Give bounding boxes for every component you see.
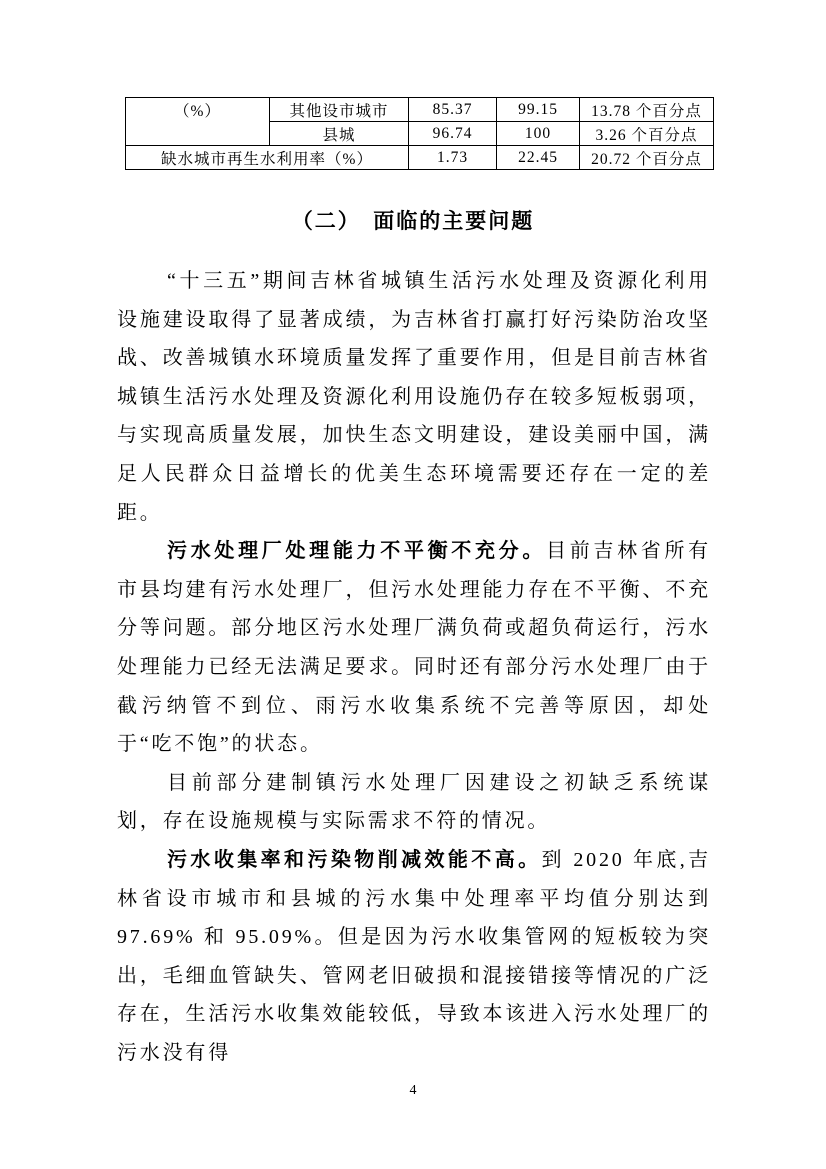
table-cell-value: 96.74	[409, 122, 497, 146]
paragraph-text: “十三五”期间吉林省城镇生活污水处理及资源化利用设施建设取得了显著成绩，为吉林省打赢打好污染防治攻坚战、改善城镇水环境质量发挥了重要作用，但是目前吉林省城镇生活污水处理及资源化利用设施仍存在较多短板弱项，与实现高质量发展，加快生态文明建设，建设美丽中国，满足人民群众日益增长的优美生态环境需要还存在一定的差距。	[117, 270, 711, 524]
table-cell-indicator: 缺水城市再生水利用率（%）	[126, 146, 409, 170]
section-heading: （二） 面临的主要问题	[291, 210, 535, 233]
table-cell-change: 20.72 个百分点	[580, 146, 714, 170]
body-paragraph	[117, 262, 711, 532]
paragraph-text: 目前部分建制镇污水处理厂因建设之初缺乏系统谋划，存在设施规模与实际需求不符的情况。	[117, 771, 711, 833]
table-cell-value: 99.15	[497, 98, 580, 122]
indicator-continuation-table	[125, 97, 714, 170]
table-cell-category: 县城	[270, 122, 409, 146]
body-paragraph	[117, 764, 711, 841]
paragraph-text: 目前吉林省所有市县均建有污水处理厂，但污水处理能力存在不平衡、不充分等问题。部分地区污水处理厂满负荷或超负荷运行，污水处理能力已经无法满足要求。同时还有部分污水处理厂由于截污纳管不到位、雨污水收集系统不完善等原因，却处于“吃不饱”的状态。	[117, 540, 711, 756]
paragraph-lead: 污水收集率和污染物削减效能不高。	[167, 848, 542, 871]
table-cell-change: 13.78 个百分点	[580, 98, 714, 122]
table-row	[126, 146, 714, 170]
table-cell-value: 85.37	[409, 98, 497, 122]
table-cell-category: 其他设市城市	[270, 98, 409, 122]
table-cell-change: 3.26 个百分点	[580, 122, 714, 146]
table-row	[126, 98, 714, 122]
table-cell-value: 22.45	[497, 146, 580, 170]
body-text	[117, 262, 711, 1072]
table-cell-value: 1.73	[409, 146, 497, 170]
body-paragraph	[117, 841, 711, 1073]
body-paragraph	[117, 532, 711, 764]
table-cell-percent-unit: （%）	[126, 98, 270, 146]
table-cell-value: 100	[497, 122, 580, 146]
page-number: 4	[409, 1083, 417, 1098]
paragraph-lead: 污水处理厂处理能力不平衡不充分。	[167, 540, 547, 563]
paragraph-text: 到 2020 年底,吉林省设市城市和县城的污水集中处理率平均值分别达到 97.69% 和 95.09%。但是因为污水收集管网的短板较为突出，毛细血管缺失、管网老旧破损和混接错接等情况的广泛存在，生活污水收集效能较低，导致本该进入污水处理厂的污水没有得	[117, 848, 711, 1064]
